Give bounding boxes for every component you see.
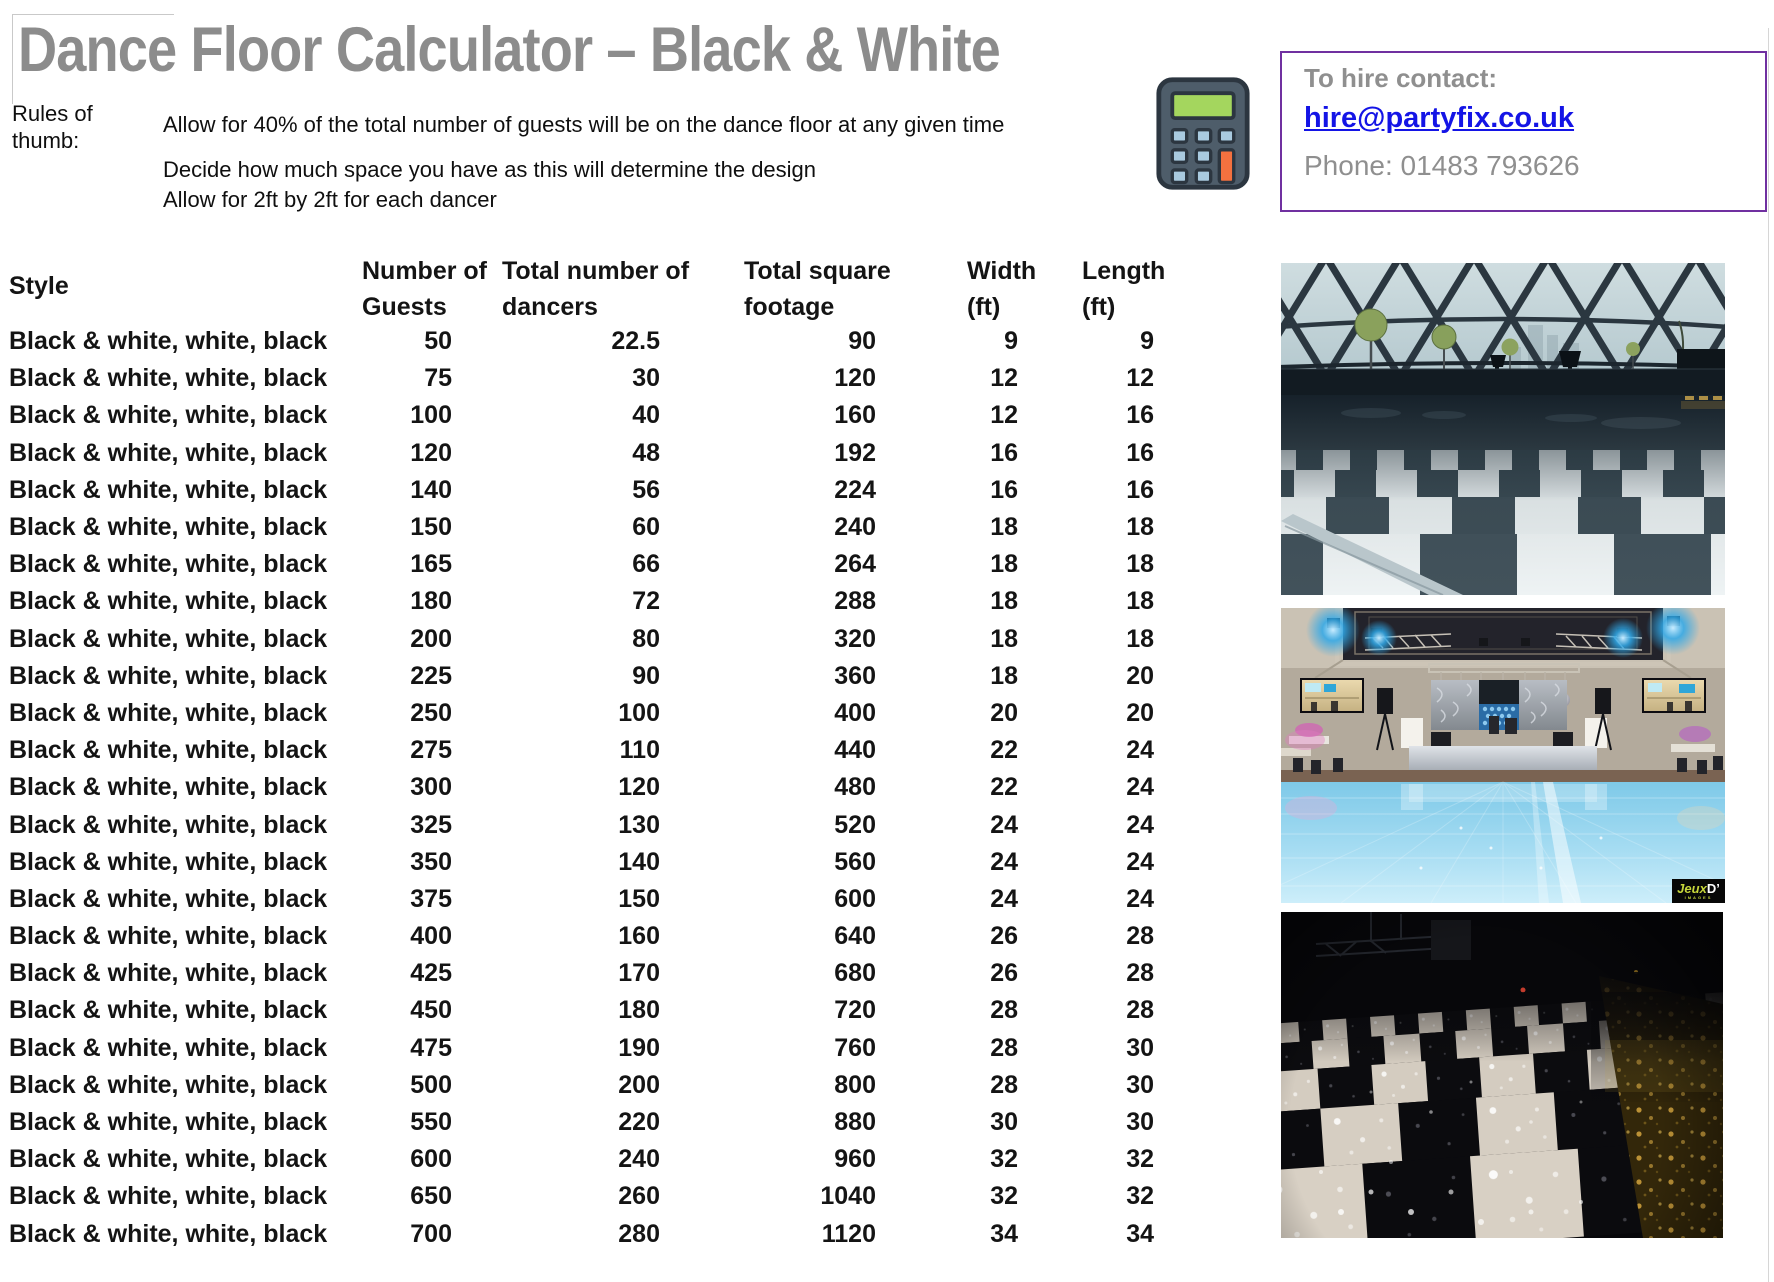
footage-cell: 90 <box>848 327 876 356</box>
watermark-d: D’ <box>1706 881 1720 896</box>
footage-cell: 480 <box>834 773 876 802</box>
column-header-guests: Number of Guests <box>362 257 487 321</box>
style-cell: Black & white, white, black <box>9 1033 328 1062</box>
width-cell: 24 <box>990 884 1018 913</box>
style-cell: Black & white, white, black <box>9 1145 328 1174</box>
table-row <box>0 1216 1154 1253</box>
table-row <box>0 695 1154 732</box>
length-cell: 24 <box>1126 736 1154 765</box>
style-cell: Black & white, white, black <box>9 475 328 504</box>
footage-cell: 520 <box>834 810 876 839</box>
length-cell: 34 <box>1126 1219 1154 1248</box>
guests-cell: 50 <box>424 327 452 356</box>
guests-cell: 250 <box>410 698 452 727</box>
table-row <box>0 1178 1154 1215</box>
width-cell: 22 <box>990 736 1018 765</box>
guests-cell: 200 <box>410 624 452 653</box>
table-row <box>0 1141 1154 1178</box>
length-cell: 28 <box>1126 959 1154 988</box>
guests-cell: 550 <box>410 1108 452 1137</box>
calculator-icon <box>1155 75 1251 192</box>
table-row <box>0 1067 1154 1104</box>
width-cell: 28 <box>990 1033 1018 1062</box>
column-header-length: Length (ft) <box>1082 257 1166 321</box>
dancers-cell: 280 <box>618 1219 660 1248</box>
rule-line: Allow for 2ft by 2ft for each dancer <box>163 187 497 212</box>
guests-cell: 140 <box>410 475 452 504</box>
footage-cell: 800 <box>834 1070 876 1099</box>
width-cell: 26 <box>990 922 1018 951</box>
guests-cell: 400 <box>410 922 452 951</box>
guests-cell: 100 <box>410 401 452 430</box>
style-cell: Black & white, white, black <box>9 438 328 467</box>
length-cell: 32 <box>1126 1182 1154 1211</box>
table-row <box>0 397 1154 434</box>
guests-cell: 300 <box>410 773 452 802</box>
footage-cell: 264 <box>834 550 876 579</box>
footage-cell: 680 <box>834 959 876 988</box>
column-header-dancers: Total number of dancers <box>502 257 690 321</box>
footage-cell: 320 <box>834 624 876 653</box>
textbox-border-left <box>12 14 13 104</box>
dancers-cell: 200 <box>618 1070 660 1099</box>
guests-cell: 150 <box>410 513 452 542</box>
photo-venue-checkered-floor <box>1281 263 1725 595</box>
width-cell: 34 <box>990 1219 1018 1248</box>
footage-cell: 760 <box>834 1033 876 1062</box>
width-cell: 16 <box>990 438 1018 467</box>
footage-cell: 160 <box>834 401 876 430</box>
dancers-cell: 170 <box>618 959 660 988</box>
dancers-cell: 22.5 <box>611 327 660 356</box>
table-row <box>0 360 1154 397</box>
width-cell: 26 <box>990 959 1018 988</box>
length-cell: 28 <box>1126 996 1154 1025</box>
contact-heading: To hire contact: <box>1304 63 1498 93</box>
dancers-cell: 130 <box>618 810 660 839</box>
rules-label: Rules of thumb: <box>12 101 93 153</box>
guests-cell: 165 <box>410 550 452 579</box>
guests-cell: 475 <box>410 1033 452 1062</box>
jeuxd-watermark <box>1672 879 1725 903</box>
footage-cell: 1120 <box>821 1219 876 1248</box>
guests-cell: 350 <box>410 847 452 876</box>
footage-cell: 960 <box>834 1145 876 1174</box>
dancers-cell: 110 <box>619 736 660 765</box>
style-cell: Black & white, white, black <box>9 550 328 579</box>
length-cell: 18 <box>1126 550 1154 579</box>
rule-line: Allow for 40% of the total number of guests will be on the dance floor at any given time <box>163 112 1005 137</box>
footage-cell: 640 <box>834 922 876 951</box>
style-cell: Black & white, white, black <box>9 513 328 542</box>
table-row <box>0 472 1154 509</box>
dancers-cell: 120 <box>618 773 660 802</box>
table-row <box>0 546 1154 583</box>
table-row <box>0 435 1154 472</box>
dancers-cell: 56 <box>632 475 660 504</box>
dancers-cell: 180 <box>618 996 660 1025</box>
table-row <box>0 844 1154 881</box>
dancers-cell: 240 <box>618 1145 660 1174</box>
length-cell: 9 <box>1140 327 1154 356</box>
style-cell: Black & white, white, black <box>9 922 328 951</box>
size-table <box>0 323 1154 1253</box>
length-cell: 18 <box>1126 587 1154 616</box>
footage-cell: 120 <box>834 364 876 393</box>
style-cell: Black & white, white, black <box>9 624 328 653</box>
table-row <box>0 918 1154 955</box>
style-cell: Black & white, white, black <box>9 847 328 876</box>
width-cell: 24 <box>990 847 1018 876</box>
length-cell: 30 <box>1126 1108 1154 1137</box>
dancers-cell: 48 <box>632 438 660 467</box>
footage-cell: 1040 <box>820 1182 876 1211</box>
guests-cell: 650 <box>410 1182 452 1211</box>
width-cell: 28 <box>990 996 1018 1025</box>
footage-cell: 720 <box>834 996 876 1025</box>
watermark-sub: IMAGES <box>1684 895 1713 900</box>
style-cell: Black & white, white, black <box>9 884 328 913</box>
width-cell: 18 <box>990 587 1018 616</box>
style-cell: Black & white, white, black <box>9 773 328 802</box>
guests-cell: 325 <box>410 810 452 839</box>
guests-cell: 275 <box>410 736 452 765</box>
guests-cell: 700 <box>410 1219 452 1248</box>
length-cell: 24 <box>1126 810 1154 839</box>
guests-cell: 120 <box>410 438 452 467</box>
footage-cell: 224 <box>834 475 876 504</box>
column-header-footage: Total square footage <box>744 257 891 321</box>
table-row <box>0 621 1154 658</box>
style-cell: Black & white, white, black <box>9 401 328 430</box>
width-cell: 28 <box>990 1070 1018 1099</box>
footage-cell: 240 <box>834 513 876 542</box>
style-cell: Black & white, white, black <box>9 996 328 1025</box>
length-cell: 24 <box>1126 773 1154 802</box>
style-cell: Black & white, white, black <box>9 1070 328 1099</box>
style-cell: Black & white, white, black <box>9 327 328 356</box>
width-cell: 18 <box>990 624 1018 653</box>
length-cell: 20 <box>1126 698 1154 727</box>
contact-phone: Phone: 01483 793626 <box>1304 150 1580 181</box>
page-edge-line <box>1768 28 1769 1282</box>
table-row <box>0 323 1154 360</box>
dancers-cell: 80 <box>632 624 660 653</box>
width-cell: 32 <box>990 1182 1018 1211</box>
photo-night-checkered-floor <box>1281 912 1723 1238</box>
style-cell: Black & white, white, black <box>9 698 328 727</box>
guests-cell: 225 <box>410 661 452 690</box>
length-cell: 28 <box>1126 922 1154 951</box>
style-cell: Black & white, white, black <box>9 810 328 839</box>
table-row <box>0 732 1154 769</box>
dancers-cell: 72 <box>632 587 660 616</box>
table-row <box>0 509 1154 546</box>
footage-cell: 880 <box>834 1108 876 1137</box>
width-cell: 18 <box>990 550 1018 579</box>
width-cell: 32 <box>990 1145 1018 1174</box>
length-cell: 30 <box>1126 1070 1154 1099</box>
style-cell: Black & white, white, black <box>9 1219 328 1248</box>
style-cell: Black & white, white, black <box>9 364 328 393</box>
guests-cell: 180 <box>410 587 452 616</box>
length-cell: 24 <box>1126 847 1154 876</box>
dancers-cell: 90 <box>632 661 660 690</box>
style-cell: Black & white, white, black <box>9 959 328 988</box>
width-cell: 20 <box>990 698 1018 727</box>
page-title: Dance Floor Calculator – Black & White <box>18 15 1000 85</box>
table-row <box>0 955 1154 992</box>
width-cell: 18 <box>990 513 1018 542</box>
footage-cell: 560 <box>834 847 876 876</box>
footage-cell: 400 <box>834 698 876 727</box>
dancers-cell: 220 <box>618 1108 660 1137</box>
contact-email-link[interactable]: hire@partyfix.co.uk <box>1304 102 1575 134</box>
dancers-cell: 150 <box>618 884 660 913</box>
length-cell: 20 <box>1126 661 1154 690</box>
length-cell: 18 <box>1126 624 1154 653</box>
guests-cell: 425 <box>410 959 452 988</box>
width-cell: 30 <box>990 1108 1018 1137</box>
style-cell: Black & white, white, black <box>9 1108 328 1137</box>
table-row <box>0 583 1154 620</box>
column-header-style: Style <box>9 272 69 300</box>
guests-cell: 375 <box>410 884 452 913</box>
table-row <box>0 769 1154 806</box>
style-cell: Black & white, white, black <box>9 1182 328 1211</box>
footage-cell: 600 <box>834 884 876 913</box>
guests-cell: 450 <box>410 996 452 1025</box>
dancers-cell: 100 <box>618 698 660 727</box>
table-row <box>0 1030 1154 1067</box>
footage-cell: 440 <box>834 736 876 765</box>
length-cell: 16 <box>1126 401 1154 430</box>
dancers-cell: 30 <box>632 364 660 393</box>
guests-cell: 500 <box>410 1070 452 1099</box>
photo-ballroom-blue-floor <box>1281 608 1725 903</box>
dancers-cell: 140 <box>618 847 660 876</box>
dancers-cell: 40 <box>632 401 660 430</box>
rule-line: Decide how much space you have as this will determine the design <box>163 157 817 182</box>
footage-cell: 192 <box>834 438 876 467</box>
dancers-cell: 66 <box>632 550 660 579</box>
width-cell: 9 <box>1004 327 1018 356</box>
footage-cell: 360 <box>834 661 876 690</box>
table-row <box>0 992 1154 1029</box>
style-cell: Black & white, white, black <box>9 587 328 616</box>
width-cell: 24 <box>990 810 1018 839</box>
dancers-cell: 160 <box>618 922 660 951</box>
length-cell: 16 <box>1126 475 1154 504</box>
style-cell: Black & white, white, black <box>9 661 328 690</box>
table-row <box>0 1104 1154 1141</box>
watermark-brand: Jeux <box>1677 881 1707 896</box>
length-cell: 30 <box>1126 1033 1154 1062</box>
width-cell: 18 <box>990 661 1018 690</box>
length-cell: 24 <box>1126 884 1154 913</box>
table-row <box>0 658 1154 695</box>
length-cell: 12 <box>1126 364 1154 393</box>
table-row <box>0 806 1154 843</box>
column-header-width: Width (ft) <box>967 257 1037 321</box>
contact-box <box>1280 51 1767 212</box>
guests-cell: 75 <box>424 364 452 393</box>
dancers-cell: 260 <box>618 1182 660 1211</box>
guests-cell: 600 <box>410 1145 452 1174</box>
table-row <box>0 881 1154 918</box>
dancers-cell: 190 <box>618 1033 660 1062</box>
dancers-cell: 60 <box>632 513 660 542</box>
footage-cell: 288 <box>834 587 876 616</box>
length-cell: 32 <box>1126 1145 1154 1174</box>
length-cell: 18 <box>1126 513 1154 542</box>
width-cell: 16 <box>990 475 1018 504</box>
width-cell: 12 <box>990 401 1018 430</box>
style-cell: Black & white, white, black <box>9 736 328 765</box>
width-cell: 12 <box>990 364 1018 393</box>
width-cell: 22 <box>990 773 1018 802</box>
length-cell: 16 <box>1126 438 1154 467</box>
